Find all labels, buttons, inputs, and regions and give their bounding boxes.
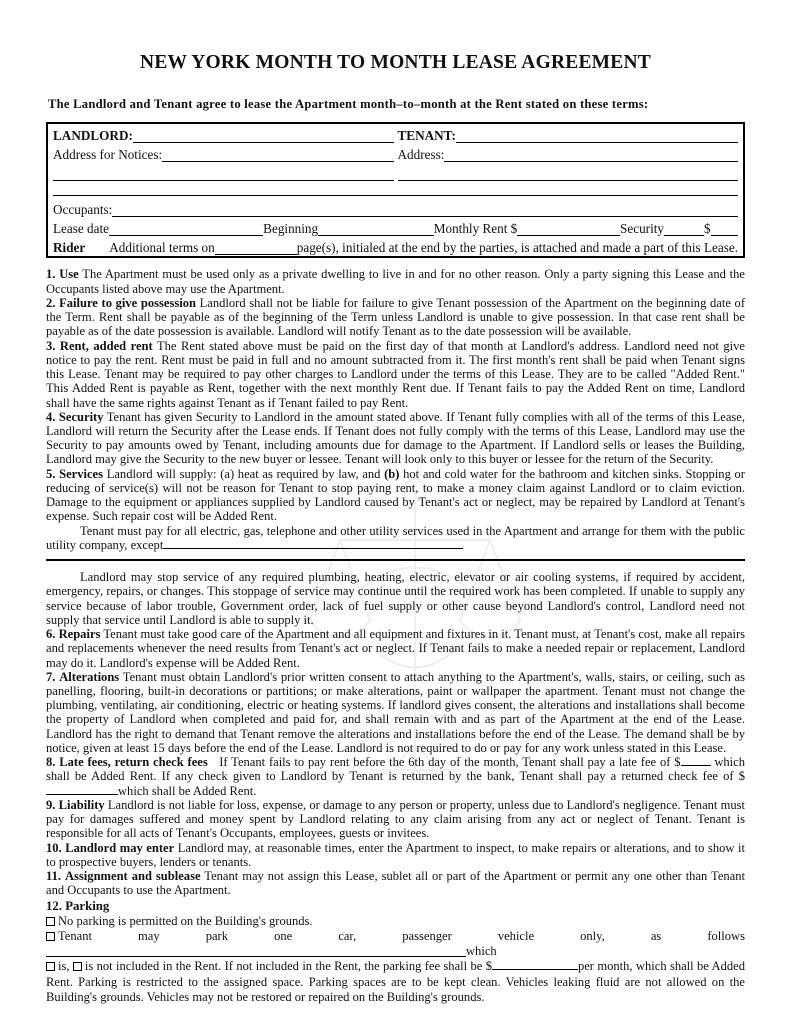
- monthly-rent-field[interactable]: [517, 224, 620, 236]
- landlord-label: LANDLORD:: [53, 127, 133, 143]
- rider-pages-field[interactable]: [215, 243, 297, 255]
- clause-9-text: Landlord is not liable for loss, expense, or damage to any person or property, unless due to Landlord's negligence. Tenant must pay for damages suffered and money spent by Landlord relating to any claim arising from any act or neglect of Tenant. Tenant is responsible for all acts of Tenant's Occupants, employees, guests or invitees.: [46, 797, 745, 841]
- utilities-exception-field[interactable]: [163, 548, 463, 549]
- parking-description-field[interactable]: [46, 946, 466, 957]
- form-row-lease-terms: [48, 217, 743, 236]
- clause-12-number: 12.: [46, 898, 62, 913]
- clause-8-text-b: which shall be Added Rent. If any check given to Landlord by Tenant is returned by the bank, Tenant shall pay a returned check fee of: [46, 755, 745, 784]
- parking-not-included-checkbox[interactable]: [73, 962, 82, 971]
- parking-option-1-row: [46, 914, 745, 929]
- occupants-field[interactable]: [112, 205, 738, 217]
- clause-7-text: Tenant must obtain Landlord's prior written consent to attach anything to the Apartment's, walls, stairs, or ceiling, such as panelling, flooring, built-in decorations or partitions; or make alterations, paint or wallpaper the apartment. Tenant must not change the plumbing, ventilating, air conditioning, electric or heating systems. If landlord gives consent, the alterations and installations shall become the property of Landlord when completed and paid for, and shall remain with and as part of the Apartment at the end of the Lease. Landlord has the right to demand that Tenant remove the alterations and installations before the end of the Lease. The demand shall be by notice, given at least 15 days before the end of the Lease. Landlord is not required to do or pay for any work unless stated in this Lease.: [46, 669, 745, 755]
- clause-6-text: Tenant must take good care of the Apartment and all equipment and fixtures in it. Tenant must, at Tenant's cost, make all repairs and replacements whenever the need results from Tenant's act or neglect. If Tenant fails to make a needed repair or replacement, Landlord may do it. Landlord's expense will be Added Rent.: [46, 627, 745, 670]
- clause-5-stoppage-text: Landlord may stop service of any required plumbing, heating, electric, elevator or air cooling systems, if required by accident, emergency, repairs, or changes. This stoppage of service may continue until the required work has been completed. If unable to supply any service because of labor trouble, Government order, lack of fuel supply or other cause beyond Landlord's control, Landlord need not supply that service until Landlord is able to supply it.: [46, 570, 745, 627]
- clause-2-heading: Failure to give possession: [59, 295, 196, 310]
- clause-10-text: Landlord may, at reasonable times, enter the Apartment to inspect, to make repairs or alterations, and to show it to prospective buyers, lenders or tenants.: [46, 840, 745, 869]
- clause-3-number: 3.: [46, 338, 56, 353]
- tenant-name-field[interactable]: [456, 131, 738, 143]
- section-divider-rule: [46, 559, 745, 561]
- form-row-blank: [48, 181, 743, 195]
- clause-5-text-a: Landlord will supply: (a) heat as required by law, and: [106, 466, 385, 481]
- returned-check-fee-field[interactable]: [46, 794, 118, 795]
- clause-2-number: 2.: [46, 295, 56, 310]
- security-label: Security: [620, 220, 664, 236]
- parking-fee-field[interactable]: [492, 969, 578, 970]
- lease-date-label: Lease date: [53, 220, 110, 236]
- clause-9-number: 9.: [46, 797, 56, 812]
- clause-11: [46, 869, 745, 897]
- beginning-date-field[interactable]: [318, 224, 434, 236]
- parking-included-checkbox[interactable]: [46, 962, 55, 971]
- occupants-label: Occupants:: [53, 201, 113, 217]
- clause-8-text-c: $: [738, 769, 745, 784]
- clause-1-text: The Apartment must be used only as a private dwelling to live in and for no other reason. Only a party signing this Lease and the Occupants listed above may use the Apartment.: [46, 267, 745, 296]
- parking-option-3-label-a: is,: [58, 959, 70, 974]
- clause-8-text-a: If Tenant fails to pay rent before the 6th day of the month, Tenant shall pay a late fee of $: [219, 755, 681, 770]
- parking-option-1-checkbox[interactable]: [46, 917, 55, 926]
- clause-10-number: 10.: [46, 840, 62, 855]
- clause-9-heading: Liability: [58, 797, 105, 812]
- tenant-address-field[interactable]: [444, 150, 738, 162]
- page-title: NEW YORK MONTH TO MONTH LEASE AGREEMENT: [140, 52, 651, 73]
- clause-1: [46, 267, 745, 295]
- clause-11-text: Tenant may not assign this Lease, sublet all or part of the Apartment or permit any one other than Tenant and Occupants to use the Apartment.: [46, 869, 745, 898]
- clause-5-text-c: hot and cold water for the bathroom and kitchen sinks. Stopping or reducing of service(s) will not be reason for Tenant to stop paying rent, to make a money claim against Landlord or to claim eviction. Damage to the equipment or appliances supplied by Landlord caused by Tenant's act or neglect, may be repaired by Landlord at Tenant's expense. Such repair cost will be Added Rent.: [46, 466, 745, 524]
- clause-5-stoppage: [46, 570, 745, 627]
- parking-option-2-row: [46, 929, 745, 960]
- parking-option-2-label-b: which: [466, 944, 497, 959]
- monthly-rent-label: Monthly Rent $: [433, 220, 518, 236]
- landlord-address-line2-field[interactable]: [53, 169, 394, 181]
- clause-10-heading: Landlord may enter: [65, 840, 175, 855]
- clause-5-heading: Services: [59, 466, 104, 481]
- parking-option-3-row: [46, 959, 745, 1005]
- clause-8-text-d: which shall be Added Rent.: [118, 783, 257, 798]
- landlord-address-field[interactable]: [162, 150, 393, 162]
- clause-7: [46, 670, 745, 755]
- clause-2: [46, 296, 745, 339]
- parties-form-box: [46, 122, 745, 258]
- clause-8-number: 8.: [46, 755, 56, 770]
- rider-text-1: Additional terms on: [109, 239, 215, 255]
- clause-4: [46, 410, 745, 467]
- clause-10: [46, 841, 745, 869]
- clause-11-heading: Assignment and sublease: [64, 869, 201, 884]
- clause-9: [46, 798, 745, 841]
- lead-statement: The Landlord and Tenant agree to lease the Apartment month–to–month at the Rent stated on these terms:: [48, 97, 649, 112]
- clause-3-text: The Rent stated above must be paid on the first day of that month at Landlord's address. Landlord need not give notice to pay the rent. Rent must be paid in full and no amount subtracted from it. The first month's rent shall be paid when Tenant signs this Lease. Tenant may be required to pay other charges to Landlord under the terms of this Lease. They are to be called "Added Rent." This Added Rent is payable as Rent, together with the next monthly Rent due. If Tenant fails to pay the Added Rent on time, Landlord shall have the same rights against Tenant as if Tenant failed to pay Rent.: [46, 338, 745, 410]
- clause-11-number: 11.: [46, 869, 61, 884]
- clause-6-number: 6.: [46, 627, 56, 642]
- parking-option-3-label-b: is not included in the Rent. If not included in the Rent, the parking fee shall be $: [84, 959, 492, 974]
- late-fee-amount-field[interactable]: [681, 765, 711, 766]
- tenant-label: TENANT:: [397, 127, 456, 143]
- clause-5-number: 5.: [46, 466, 56, 481]
- parking-option-2-label-a: Tenant may park one car, passenger vehicle only, as follows: [58, 928, 745, 943]
- parking-option-1-label: No parking is permitted on the Building's grounds.: [58, 913, 313, 928]
- clause-12-heading: Parking: [65, 898, 110, 913]
- clause-5-utilities: [46, 524, 745, 552]
- form-row-names: [48, 124, 743, 143]
- clause-8-heading: Late fees, return check fees: [59, 755, 208, 770]
- parking-option-2-checkbox[interactable]: [46, 932, 55, 941]
- clause-1-number: 1.: [46, 267, 56, 282]
- clause-4-number: 4.: [46, 409, 56, 424]
- clause-5-utilities-text: Tenant must pay for all electric, gas, telephone and other utility services used in the Apartment and arrange for them with the public utility company, except: [46, 523, 745, 552]
- clause-7-heading: Alterations: [59, 669, 120, 684]
- clause-4-heading: Security: [58, 409, 104, 424]
- clause-4-text: Tenant has given Security to Landlord in the amount stated above. If Tenant fully complies with all of the terms of this Lease, Landlord will return the Security after the Lease ends. If Tenant does not fully comply with the terms of this Lease, Landlord may use the Security to pay amounts owed by Tenant, including amounts due for damage to the Apartment. If Landlord sells or leases the Building, Landlord may give the Security to the new buyer or lessee. Tenant will look only to this buyer or lessee for the return of the Security.: [46, 409, 745, 467]
- address-for-notices-label: Address for Notices:: [53, 146, 163, 162]
- clause-2-text: Landlord shall not be liable for failure to give Tenant possession of the Apartment on the beginning date of the Term. Rent shall be payable as of the beginning of the Term unless Landlord is unable to give possession. In that case rent shall be payable as of the date possession is available. Landlord will notify Tenant as to the date possession will be available.: [46, 295, 746, 339]
- form-row-address-line2: [48, 162, 743, 181]
- rider-label: Rider: [53, 239, 86, 255]
- security-spacer: [664, 224, 704, 236]
- clause-1-heading: Use: [59, 267, 79, 282]
- security-amount-field[interactable]: [711, 224, 738, 236]
- clause-3-heading: Rent, added rent: [59, 338, 153, 353]
- security-dollar-sign: $: [704, 220, 711, 236]
- clause-5: [46, 467, 745, 524]
- lease-date-field[interactable]: [109, 224, 263, 236]
- clause-8: [46, 755, 745, 798]
- clause-5-text-b: (b): [384, 466, 400, 481]
- clause-3: [46, 339, 745, 410]
- clause-6-heading: Repairs: [58, 627, 101, 642]
- form-row-occupants: [48, 196, 743, 217]
- clause-6: [46, 627, 745, 670]
- clause-12-header: [46, 899, 745, 914]
- landlord-name-field[interactable]: [133, 131, 394, 143]
- form-row-addresses: [48, 143, 743, 162]
- parking-option-3-label-c: per month, which shall be Added Rent. Parking is restricted to the assigned space. Parking spaces are to be kept clean. Vehicles leaking fluid are not allowed on the Building's grounds. Vehicles may not be restored or repaired on the Building's grounds.: [46, 959, 745, 1004]
- rider-text-2: page(s), initialed at the end by the parties, is attached and made a part of this Lease.: [296, 239, 738, 255]
- beginning-label: Beginning: [263, 220, 319, 236]
- tenant-address-line2-field[interactable]: [398, 169, 739, 181]
- address-label: Address:: [397, 146, 445, 162]
- clause-7-number: 7.: [46, 669, 56, 684]
- form-row-rider: [48, 236, 743, 256]
